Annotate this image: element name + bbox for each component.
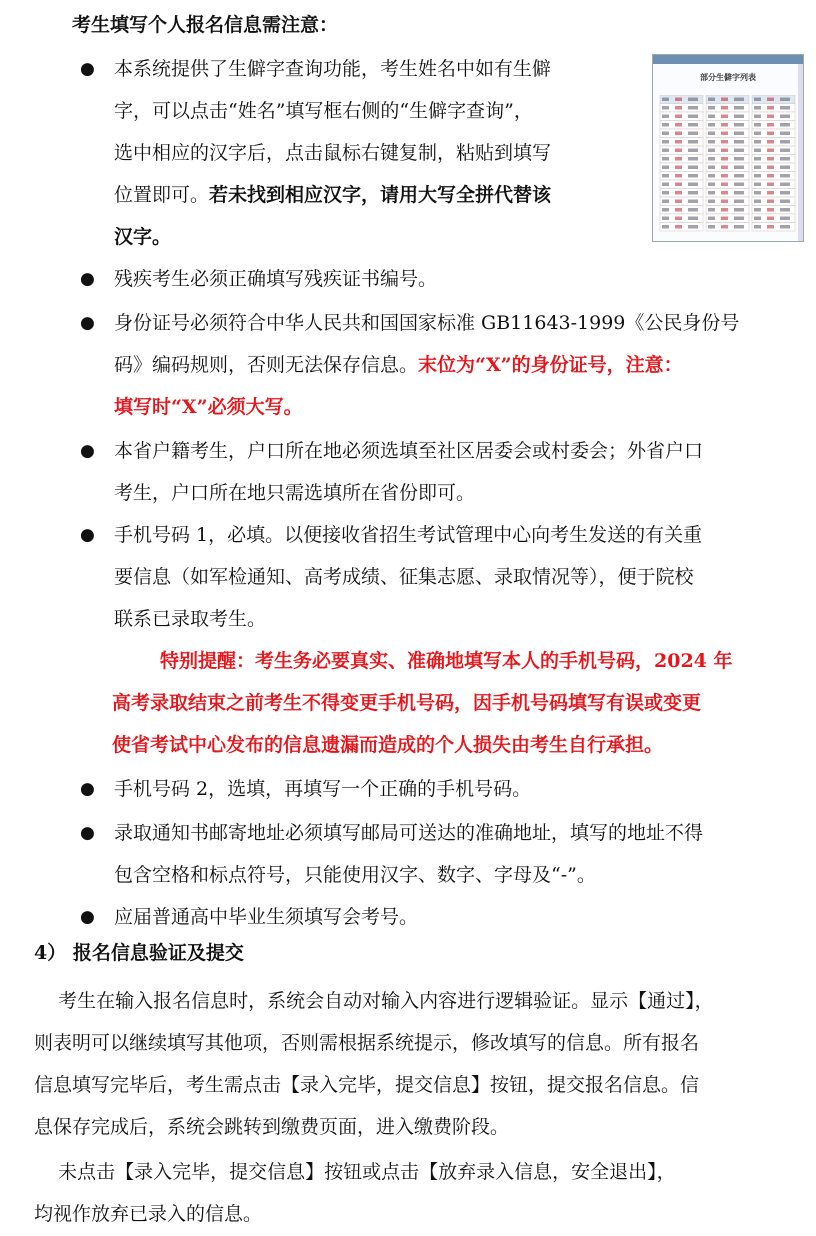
thumbnail-glyph-mark <box>708 174 715 178</box>
thumbnail-glyph-mark <box>721 106 728 110</box>
thumbnail-glyph-mark <box>780 208 790 212</box>
paragraph-line: 息保存完成后，系统会跳转到缴费页面，进入缴费阶段。 <box>34 1116 510 1138</box>
thumbnail-glyph-mark <box>688 166 698 170</box>
special-notice-line: 特别提醒：考生务必要真实、准确地填写本人的手机号码，2024 年 <box>160 650 733 672</box>
thumbnail-glyph-mark <box>721 123 728 127</box>
thumbnail-glyph-mark <box>754 208 761 212</box>
thumbnail-glyph-mark <box>754 191 761 195</box>
thumbnail-glyph-mark <box>688 157 698 161</box>
thumbnail-glyph-mark <box>721 200 728 204</box>
thumbnail-glyph-mark <box>780 225 790 229</box>
thumbnail-glyph-mark <box>767 98 774 102</box>
thumbnail-glyph-mark <box>721 183 728 187</box>
thumbnail-glyph-mark <box>721 225 728 229</box>
thumbnail-glyph-mark <box>767 106 774 110</box>
bullet-line: 联系已录取考生。 <box>114 608 267 630</box>
bullet-dot: ● <box>80 907 95 927</box>
bullet-line: 残疾考生必须正确填写残疾证书编号。 <box>114 268 438 290</box>
thumbnail-glyph-mark <box>688 183 698 187</box>
thumbnail-glyph-mark <box>754 200 761 204</box>
bullet-dot: ● <box>80 525 95 545</box>
bullet-dot: ● <box>80 779 95 799</box>
thumbnail-glyph-mark <box>734 98 744 102</box>
thumbnail-glyph-mark <box>688 200 698 204</box>
thumbnail-glyph-mark <box>754 132 761 136</box>
section-title: 4） 报名信息验证及提交 <box>34 942 244 964</box>
bullet-line: 本省户籍考生，户口所在地必须选填至社区居委会或村委会；外省户口 <box>114 440 704 462</box>
thumbnail-glyph-mark <box>675 123 682 127</box>
thumbnail-glyph-mark <box>754 166 761 170</box>
thumbnail-glyph-mark <box>708 200 715 204</box>
thumbnail-glyph-mark <box>708 157 715 161</box>
thumbnail-glyph-mark <box>662 140 669 144</box>
thumbnail-glyph-mark <box>780 106 790 110</box>
thumbnail-glyph-mark <box>767 174 774 178</box>
thumbnail-glyph-mark <box>780 140 790 144</box>
thumbnail-glyph-mark <box>754 106 761 110</box>
thumbnail-glyph-mark <box>688 174 698 178</box>
thumbnail-glyph-mark <box>721 166 728 170</box>
thumbnail-glyph-mark <box>780 157 790 161</box>
bullet-dot: ● <box>80 313 95 333</box>
bullet-line: 要信息（如军检通知、高考成绩、征集志愿、录取情况等），便于院校 <box>114 566 694 588</box>
thumbnail-glyph-mark <box>708 132 715 136</box>
thumbnail-glyph-mark <box>734 174 744 178</box>
thumbnail-glyph-mark <box>662 132 669 136</box>
bold-note: 若未找到相应汉字，请用大写全拼代替该 <box>209 184 552 206</box>
thumbnail-glyph-mark <box>662 115 669 119</box>
bullet-line: 手机号码 2，选填，再填写一个正确的手机号码。 <box>114 778 532 800</box>
thumbnail-glyph-mark <box>780 149 790 153</box>
bullet-line: 字，可以点击“姓名”填写框右侧的“生僻字查询”， <box>114 100 533 122</box>
thumbnail-glyph-mark <box>754 123 761 127</box>
bullet-line <box>114 174 551 216</box>
thumbnail-glyph-mark <box>767 208 774 212</box>
bullet-dot: ● <box>80 441 95 461</box>
thumbnail-glyph-mark <box>662 191 669 195</box>
thumbnail-glyph-mark <box>662 200 669 204</box>
thumbnail-glyph-mark <box>734 140 744 144</box>
thumbnail-glyph-mark <box>675 115 682 119</box>
thumbnail-glyph-mark <box>675 98 682 102</box>
thumbnail-glyph-mark <box>734 191 744 195</box>
thumbnail-glyph-mark <box>688 225 698 229</box>
thumbnail-glyph-mark <box>708 140 715 144</box>
thumbnail-glyph-mark <box>767 191 774 195</box>
thumbnail-glyph-mark <box>708 98 715 102</box>
thumbnail-glyph-mark <box>708 106 715 110</box>
thumbnail-glyph-mark <box>662 217 669 221</box>
bullet-line: 选中相应的汉字后，点击鼠标右键复制，粘贴到填写 <box>114 142 552 164</box>
thumbnail-glyph-mark <box>675 191 682 195</box>
paragraph-line: 未点击【录入完毕，提交信息】按钮或点击【放弃录入信息，安全退出】， <box>34 1161 676 1183</box>
thumbnail-glyph-mark <box>721 115 728 119</box>
thumbnail-glyph-mark <box>734 183 744 187</box>
thumbnail-glyph-mark <box>675 217 682 221</box>
thumbnail-glyph-mark <box>708 191 715 195</box>
thumbnail-glyph-mark <box>721 98 728 102</box>
thumbnail-glyph-mark <box>688 132 698 136</box>
thumbnail-glyph-mark <box>767 200 774 204</box>
thumbnail-glyph-mark <box>721 174 728 178</box>
paragraph-line: 信息填写完毕后，考生需点击【录入完毕，提交信息】按钮，提交报名信息。信 <box>34 1074 700 1096</box>
thumbnail-glyph-mark <box>662 98 669 102</box>
thumbnail-glyph-mark <box>688 191 698 195</box>
bullet-line: 包含空格和标点符号，只能使用汉字、数字、字母及“-”。 <box>114 864 596 886</box>
thumbnail-glyph-mark <box>734 157 744 161</box>
thumbnail-glyph-mark <box>780 217 790 221</box>
thumbnail-glyph-mark <box>780 98 790 102</box>
bullet-text: 位置即可。 <box>114 184 210 206</box>
thumbnail-glyph-mark <box>721 149 728 153</box>
thumbnail-glyph-mark <box>688 140 698 144</box>
bullet-dot: ● <box>80 823 95 843</box>
thumbnail-glyph-mark <box>662 106 669 110</box>
thumbnail-glyph-mark <box>675 106 682 110</box>
thumbnail-glyph-mark <box>767 225 774 229</box>
thumbnail-glyph-mark <box>708 149 715 153</box>
thumbnail-glyph-mark <box>767 123 774 127</box>
thumbnail-glyph-mark <box>780 166 790 170</box>
thumbnail-glyph-mark <box>734 166 744 170</box>
paragraph-abandon <box>34 1151 794 1235</box>
bullet-dot: ● <box>80 269 95 289</box>
thumbnail-glyph-mark <box>780 123 790 127</box>
thumbnail-glyph-mark <box>734 123 744 127</box>
thumbnail-glyph-mark <box>721 132 728 136</box>
thumbnail-glyph-mark <box>754 149 761 153</box>
thumbnail-glyph-mark <box>662 174 669 178</box>
thumbnail-table-grid <box>659 95 797 235</box>
thumbnail-glyph-mark <box>780 132 790 136</box>
special-notice-line: 高考录取结束之前考生不得变更手机号码，因手机号码填写有误或变更 <box>112 692 702 714</box>
bullet-line: 考生，户口所在地只需选填所在省份即可。 <box>114 482 476 504</box>
thumbnail-glyph-mark <box>675 149 682 153</box>
thumbnail-glyph-mark <box>754 225 761 229</box>
thumbnail-glyph-mark <box>767 217 774 221</box>
thumbnail-glyph-mark <box>780 174 790 178</box>
paragraph-validation <box>34 980 794 1148</box>
thumbnail-glyph-mark <box>780 200 790 204</box>
thumbnail-glyph-mark <box>767 115 774 119</box>
special-notice-line: 使省考试中心发布的信息遗漏而造成的个人损失由考生自行承担。 <box>112 734 664 756</box>
thumbnail-glyph-mark <box>675 174 682 178</box>
rare-character-table-thumbnail <box>652 54 804 242</box>
thumbnail-glyph-mark <box>721 217 728 221</box>
thumbnail-glyph-mark <box>688 115 698 119</box>
thumbnail-glyph-mark <box>734 217 744 221</box>
thumbnail-glyph-mark <box>675 183 682 187</box>
thumbnail-glyph-mark <box>754 140 761 144</box>
thumbnail-glyph-mark <box>675 166 682 170</box>
thumbnail-glyph-mark <box>734 208 744 212</box>
bullet-line: 本系统提供了生僻字查询功能，考生姓名中如有生僻 <box>114 58 552 80</box>
thumbnail-glyph-mark <box>734 106 744 110</box>
thumbnail-glyph-mark <box>767 157 774 161</box>
thumbnail-glyph-mark <box>754 183 761 187</box>
bullet-line <box>114 344 739 386</box>
thumbnail-glyph-mark <box>675 200 682 204</box>
bullet-line: 录取通知书邮寄地址必须填写邮局可送达的准确地址，填写的地址不得 <box>114 822 704 844</box>
thumbnail-glyph-mark <box>662 157 669 161</box>
thumbnail-glyph-mark <box>780 115 790 119</box>
thumbnail-glyph-mark <box>675 225 682 229</box>
thumbnail-glyph-mark <box>688 217 698 221</box>
thumbnail-glyph-mark <box>688 106 698 110</box>
bullet-dot: ● <box>80 59 95 79</box>
thumbnail-glyph-mark <box>754 98 761 102</box>
thumbnail-glyph-mark <box>780 183 790 187</box>
thumbnail-glyph-mark <box>662 123 669 127</box>
thumbnail-glyph-mark <box>734 115 744 119</box>
thumbnail-glyph-mark <box>734 200 744 204</box>
paragraph-line: 则表明可以继续填写其他项，否则需根据系统提示，修改填写的信息。所有报名 <box>34 1032 700 1054</box>
thumbnail-glyph-mark <box>708 208 715 212</box>
thumbnail-glyph-mark <box>708 115 715 119</box>
thumbnail-scrollbar <box>798 64 803 241</box>
thumbnail-glyph-mark <box>754 115 761 119</box>
thumbnail-glyph-mark <box>662 166 669 170</box>
thumbnail-glyph-mark <box>688 98 698 102</box>
thumbnail-glyph-mark <box>767 132 774 136</box>
red-warning: 填写时“X”必须大写。 <box>114 396 303 418</box>
thumbnail-glyph-mark <box>754 174 761 178</box>
thumbnail-glyph-mark <box>754 157 761 161</box>
thumbnail-glyph-mark <box>708 123 715 127</box>
thumbnail-glyph-mark <box>675 208 682 212</box>
thumbnail-glyph-mark <box>734 225 744 229</box>
bullet-text: 码》编码规则，否则无法保存信息。 <box>114 354 419 376</box>
thumbnail-glyph-mark <box>688 208 698 212</box>
red-warning: 末位为“X”的身份证号，注意： <box>418 354 683 376</box>
bullet-line: 手机号码 1，必填。以便接收省招生考试管理中心向考生发送的有关重 <box>114 524 703 546</box>
thumbnail-glyph-mark <box>767 149 774 153</box>
thumbnail-glyph-mark <box>675 132 682 136</box>
thumbnail-glyph-mark <box>708 217 715 221</box>
thumbnail-glyph-mark <box>675 140 682 144</box>
thumbnail-glyph-mark <box>734 149 744 153</box>
thumbnail-glyph-mark <box>708 183 715 187</box>
thumbnail-glyph-mark <box>688 123 698 127</box>
bullet-line: 应届普通高中毕业生须填写会考号。 <box>114 906 419 928</box>
special-notice <box>112 640 802 766</box>
thumbnail-glyph-mark <box>662 225 669 229</box>
thumbnail-glyph-mark <box>721 191 728 195</box>
thumbnail-glyph-mark <box>767 166 774 170</box>
thumbnail-glyph-mark <box>708 225 715 229</box>
thumbnail-title: 部分生僻字列表 <box>700 73 756 82</box>
bold-note: 汉字。 <box>114 226 172 248</box>
thumbnail-titlebar <box>653 55 803 64</box>
thumbnail-glyph-mark <box>734 132 744 136</box>
notice-heading: 考生填写个人报名信息需注意： <box>72 14 339 36</box>
thumbnail-glyph-mark <box>721 208 728 212</box>
thumbnail-glyph-mark <box>780 191 790 195</box>
thumbnail-glyph-mark <box>754 217 761 221</box>
thumbnail-glyph-mark <box>721 157 728 161</box>
thumbnail-glyph-mark <box>721 140 728 144</box>
thumbnail-glyph-mark <box>708 166 715 170</box>
thumbnail-glyph-mark <box>675 157 682 161</box>
thumbnail-glyph-mark <box>662 208 669 212</box>
thumbnail-glyph-mark <box>688 149 698 153</box>
paragraph-line: 均视作放弃已录入的信息。 <box>34 1203 263 1225</box>
thumbnail-glyph-mark <box>767 140 774 144</box>
bullet-line: 身份证号必须符合中华人民共和国国家标准 GB11643-1999《公民身份号 <box>114 312 740 334</box>
thumbnail-glyph-mark <box>767 183 774 187</box>
paragraph-line: 考生在输入报名信息时，系统会自动对输入内容进行逻辑验证。显示【通过】， <box>34 990 714 1012</box>
thumbnail-glyph-mark <box>662 183 669 187</box>
thumbnail-glyph-mark <box>662 149 669 153</box>
